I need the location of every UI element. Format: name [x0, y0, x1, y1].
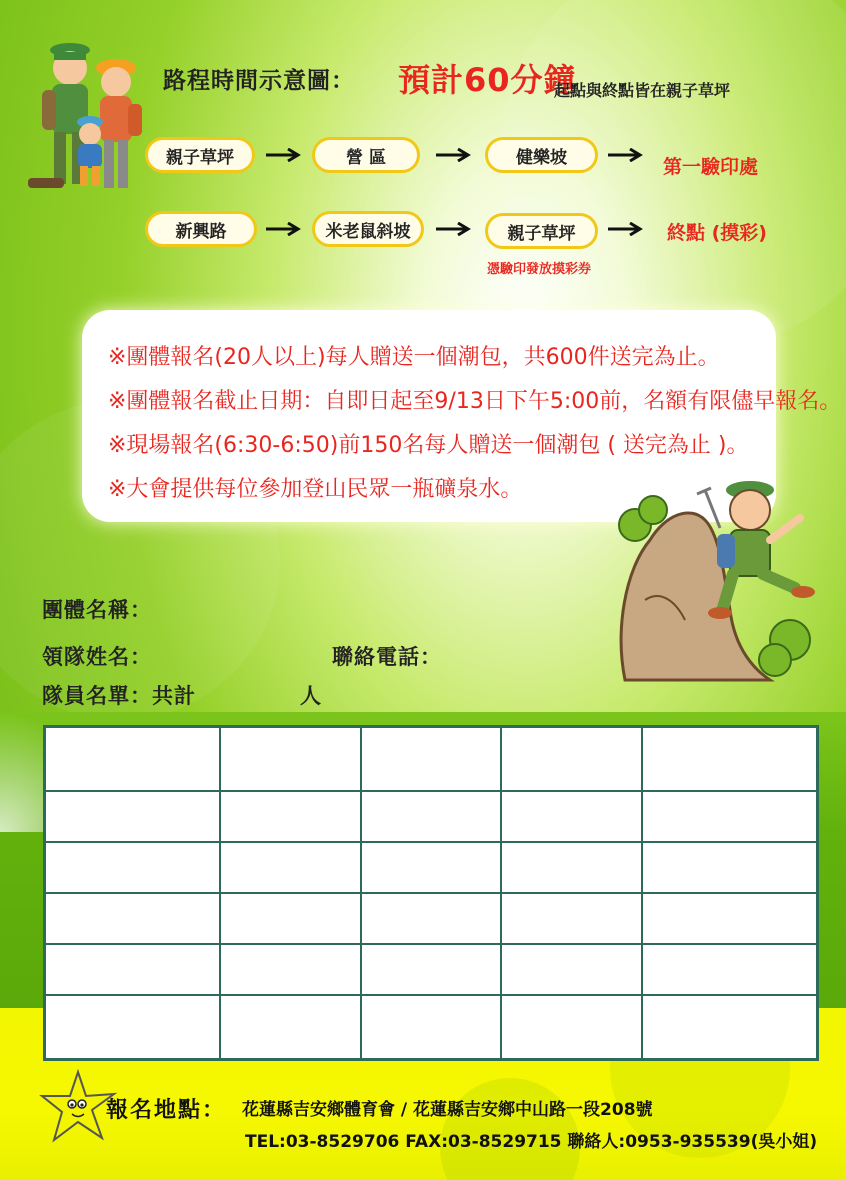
- roster-cell[interactable]: [361, 995, 502, 1059]
- roster-cell[interactable]: [501, 727, 642, 791]
- roster-cell[interactable]: [642, 995, 818, 1059]
- route-stop-2: 營 區: [312, 137, 420, 173]
- roster-cell[interactable]: [220, 944, 361, 995]
- roster-cell[interactable]: [501, 791, 642, 842]
- arrow-right-icon: [266, 148, 306, 162]
- roster-row: [45, 944, 818, 995]
- roster-cell[interactable]: [361, 727, 502, 791]
- roster-cell[interactable]: [501, 944, 642, 995]
- group-name-label: 團體名稱：: [42, 598, 152, 622]
- hiking-family-illustration: [18, 40, 148, 195]
- members-count-label: 隊員名單：共計: [42, 684, 196, 708]
- first-checkpoint-label: 第一驗印處: [663, 156, 759, 178]
- location-address: 花蓮縣吉安鄉體育會 / 花蓮縣吉安鄉中山路一段208號: [242, 1100, 653, 1120]
- roster-cell[interactable]: [45, 791, 221, 842]
- climber-illustration: [605, 480, 830, 690]
- roster-cell[interactable]: [642, 791, 818, 842]
- duration-label: 預計60分鐘: [398, 61, 577, 99]
- member-roster-table: [43, 725, 819, 1061]
- roster-cell[interactable]: [642, 944, 818, 995]
- route-stop-3: 健樂坡: [485, 137, 598, 173]
- roster-row: [45, 727, 818, 791]
- roster-row: [45, 842, 818, 893]
- roster-cell[interactable]: [220, 842, 361, 893]
- roster-cell[interactable]: [45, 944, 221, 995]
- roster-cell[interactable]: [501, 995, 642, 1059]
- roster-cell[interactable]: [361, 944, 502, 995]
- route-stop-1: 親子草坪: [145, 137, 255, 173]
- arrow-right-icon: [608, 148, 648, 162]
- roster-cell[interactable]: [45, 727, 221, 791]
- contact-line: TEL:03-8529706 FAX:03-8529715 聯絡人:0953-935539(吳小姐): [245, 1132, 818, 1152]
- arrow-right-icon: [436, 148, 476, 162]
- roster-cell[interactable]: [45, 893, 221, 944]
- leader-name-label: 領隊姓名：: [42, 645, 152, 669]
- arrow-right-icon: [266, 222, 306, 236]
- roster-cell[interactable]: [361, 791, 502, 842]
- location-label: 報名地點：: [106, 1098, 227, 1123]
- start-end-note: 起點與終點皆在親子草坪: [554, 81, 731, 100]
- roster-cell[interactable]: [220, 995, 361, 1059]
- route-stop-6: 親子草坪: [485, 213, 598, 249]
- route-stop-5: 米老鼠斜坡: [312, 211, 424, 247]
- roster-row: [45, 995, 818, 1059]
- notice-line-3: ※現場報名(6:30-6:50)前150名每人贈送一個潮包 ( 送完為止 )。: [108, 433, 749, 458]
- roster-cell[interactable]: [361, 893, 502, 944]
- prize-ticket-note: 憑驗印發放摸彩券: [487, 262, 592, 277]
- notice-line-4: ※大會提供每位參加登山民眾一瓶礦泉水。: [108, 477, 523, 502]
- arrow-right-icon: [608, 222, 648, 236]
- route-title: 路程時間示意圖：: [163, 68, 355, 94]
- notice-line-1: ※團體報名(20人以上)每人贈送一個潮包，共600件送完為止。: [108, 345, 720, 370]
- arrow-right-icon: [436, 222, 476, 236]
- roster-cell[interactable]: [45, 995, 221, 1059]
- notice-line-2: ※團體報名截止日期：自即日起至9/13日下午5:00前，名額有限儘早報名。: [108, 389, 842, 414]
- roster-cell[interactable]: [45, 842, 221, 893]
- roster-cell[interactable]: [501, 893, 642, 944]
- roster-cell[interactable]: [501, 842, 642, 893]
- route-stop-4: 新興路: [145, 211, 257, 247]
- roster-cell[interactable]: [642, 842, 818, 893]
- finish-label: 終點 (摸彩): [667, 222, 767, 244]
- roster-row: [45, 791, 818, 842]
- phone-label: 聯絡電話：: [332, 645, 442, 669]
- roster-cell[interactable]: [642, 727, 818, 791]
- roster-cell[interactable]: [220, 893, 361, 944]
- roster-cell[interactable]: [220, 791, 361, 842]
- roster-row: [45, 893, 818, 944]
- roster-cell[interactable]: [361, 842, 502, 893]
- members-unit-label: 人: [300, 684, 322, 708]
- roster-cell[interactable]: [642, 893, 818, 944]
- roster-cell[interactable]: [220, 727, 361, 791]
